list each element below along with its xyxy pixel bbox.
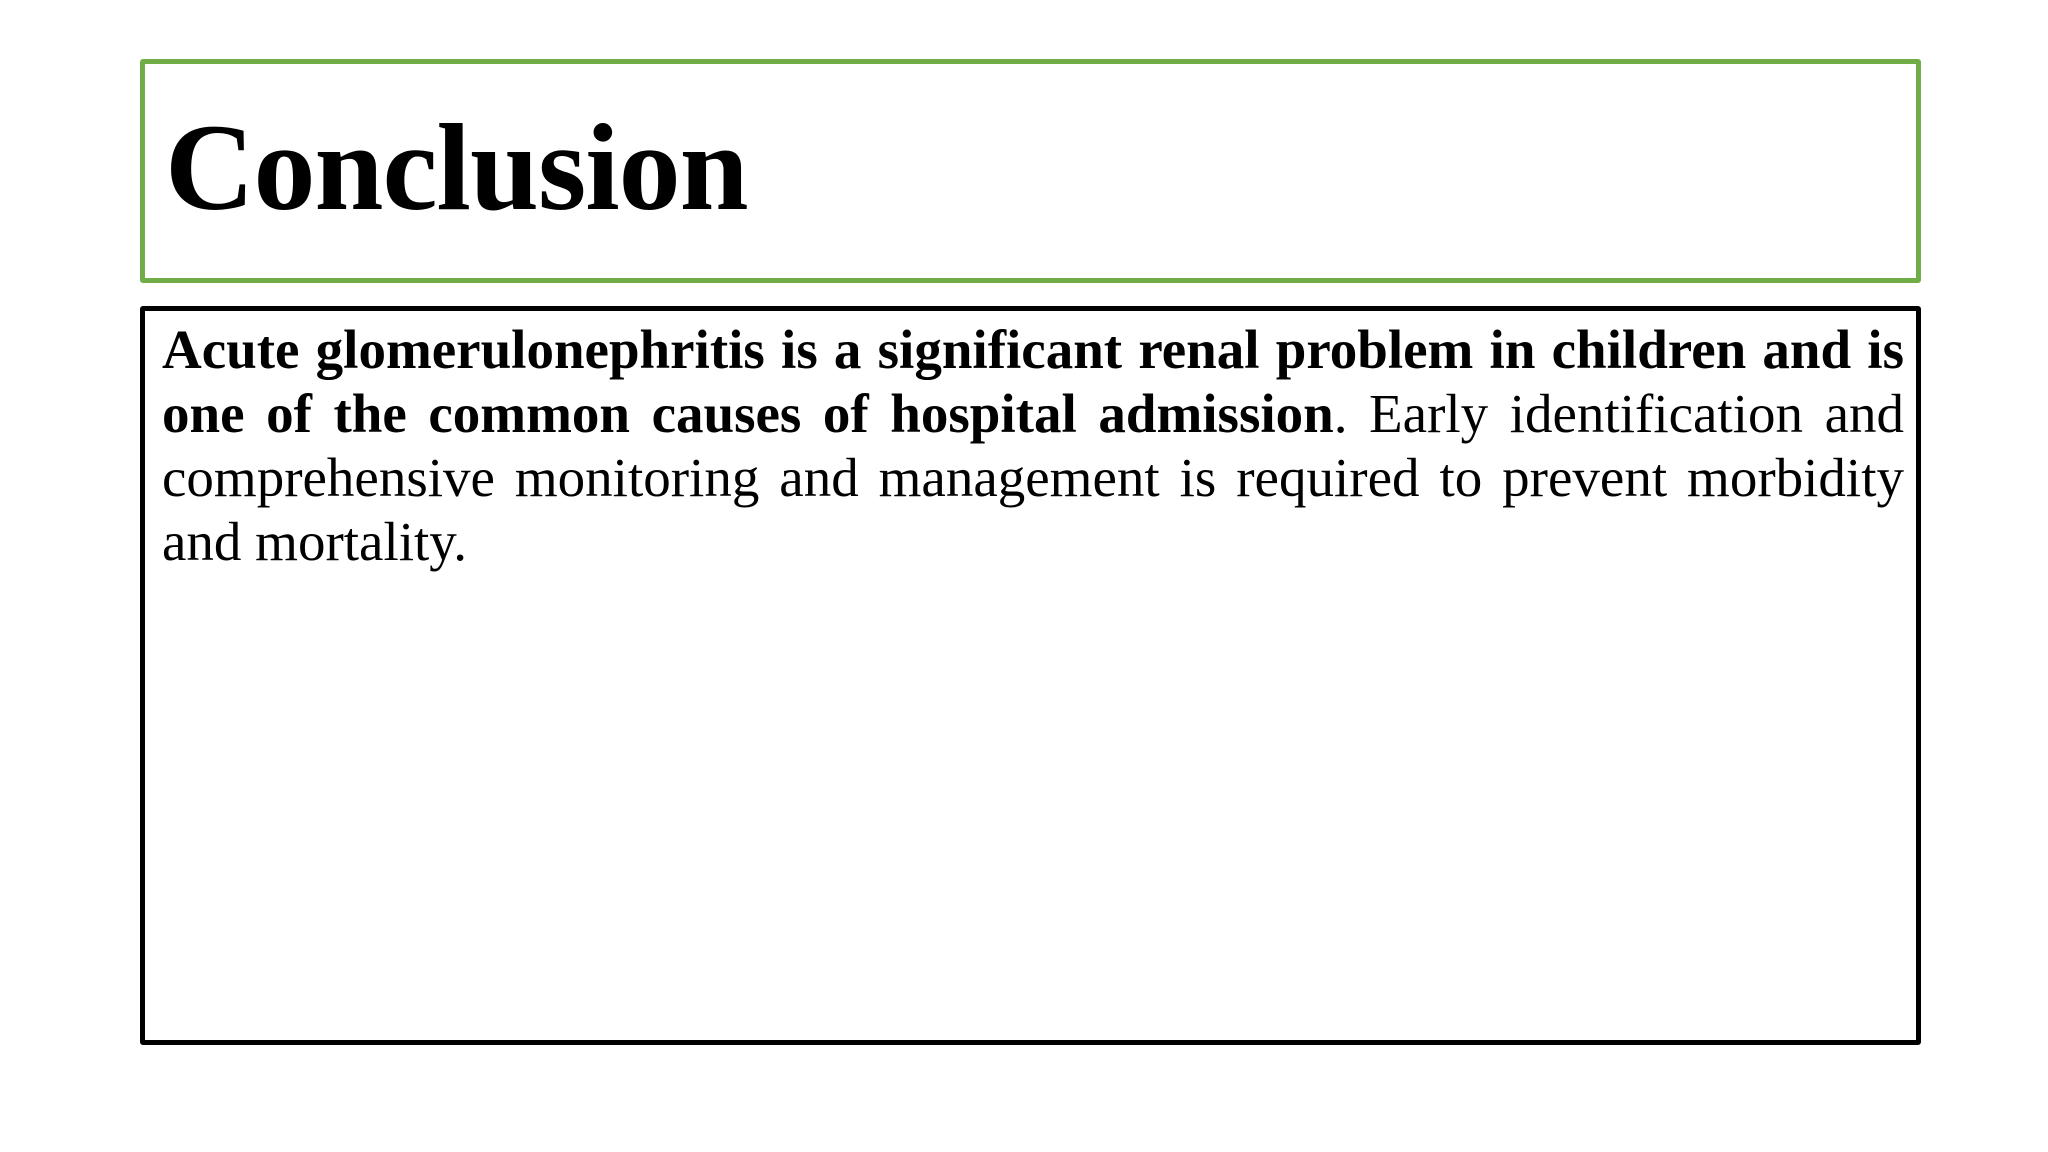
conclusion-paragraph [162,318,1904,574]
slide-title: Conclusion [165,99,748,236]
title-box [140,59,1921,283]
content-box [140,306,1921,1045]
conclusion-bold-text: Acute glomerulonephritis is a significant renal problem in children and is one of the common causes of hospital admission [162,319,1904,444]
conclusion-regular-text: . Early identification and comprehensive monitoring and management is required to prevent morbidity and mortality. [162,383,1904,572]
